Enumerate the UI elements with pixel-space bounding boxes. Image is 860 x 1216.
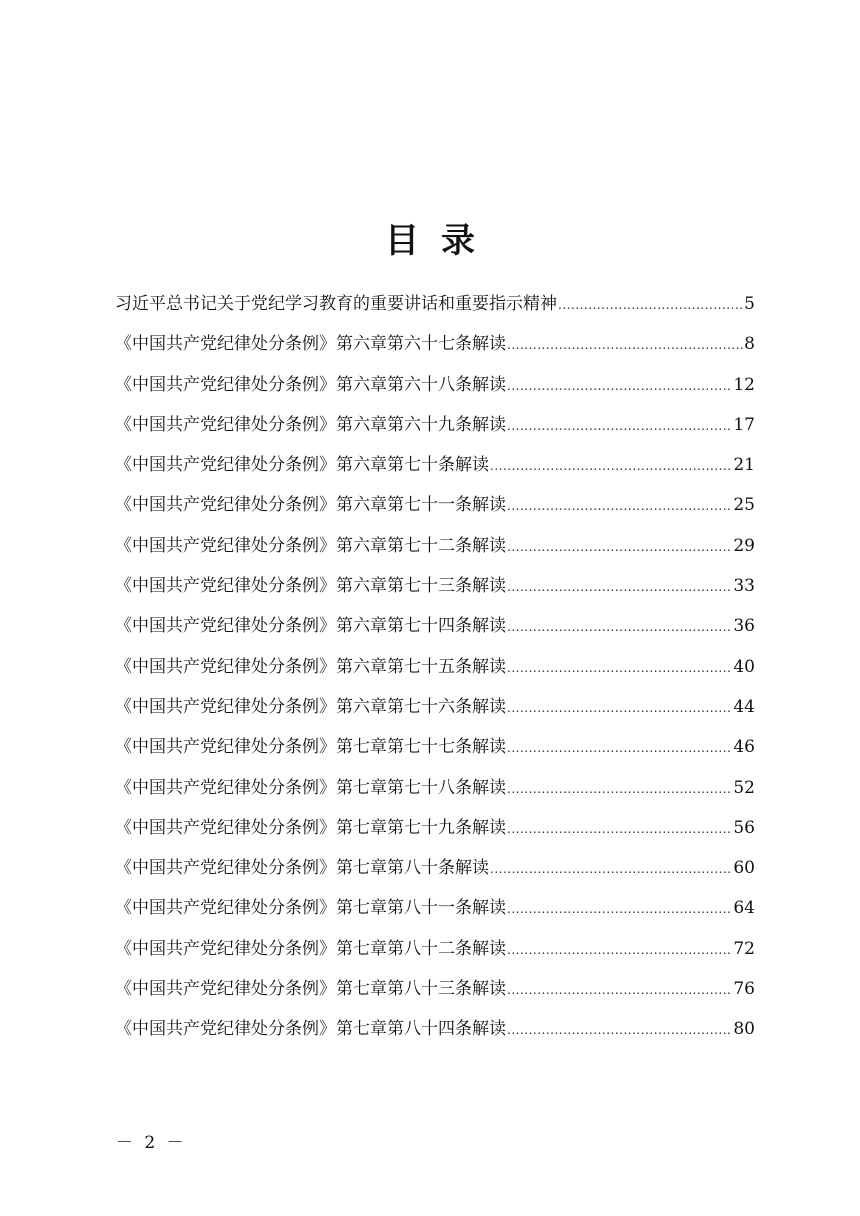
- dot-leader: [507, 930, 732, 970]
- toc-entry-title: 《中国共产党纪律处分条例》第六章第七十三条解读: [115, 576, 506, 597]
- toc-entry-title: 《中国共产党纪律处分条例》第七章第八十条解读: [115, 858, 489, 879]
- toc-entry[interactable]: [115, 485, 755, 525]
- toc-entry-page: 40: [733, 656, 755, 677]
- toc-entry-page: 5: [744, 294, 755, 314]
- toc-entry-title: 《中国共产党纪律处分条例》第六章第七十四条解读: [115, 616, 506, 637]
- toc-entry-title: 《中国共产党纪律处分条例》第七章第七十七条解读: [115, 737, 506, 758]
- dot-leader: [507, 728, 732, 768]
- dot-leader: [507, 970, 732, 1010]
- dot-leader: [507, 567, 732, 607]
- dot-leader: [507, 688, 732, 728]
- toc-entry[interactable]: [115, 1009, 755, 1049]
- toc-entry-title: 《中国共产党纪律处分条例》第六章第七十一条解读: [115, 495, 506, 516]
- toc-entry[interactable]: [115, 929, 755, 969]
- toc-entry-title: 《中国共产党纪律处分条例》第七章第八十一条解读: [115, 898, 506, 919]
- toc-entry-title: 习近平总书记关于党纪学习教育的重要讲话和重要指示精神: [115, 294, 557, 314]
- toc-entry-page: 36: [733, 616, 755, 637]
- dot-leader: [490, 849, 732, 889]
- toc-entry[interactable]: [115, 647, 755, 687]
- toc-entry-title: 《中国共产党纪律处分条例》第六章第六十七条解读: [115, 334, 506, 355]
- toc-entry-page: 25: [733, 495, 755, 516]
- toc-entry[interactable]: [115, 526, 755, 566]
- toc-entry-title: 《中国共产党纪律处分条例》第六章第七十六条解读: [115, 696, 506, 717]
- dot-leader: [507, 889, 732, 929]
- toc-entry[interactable]: [115, 405, 755, 445]
- toc-entry-page: 64: [733, 898, 755, 919]
- toc-entry-title: 《中国共产党纪律处分条例》第六章第六十九条解读: [115, 414, 506, 435]
- dot-leader: [507, 648, 732, 688]
- toc-entry-page: 52: [733, 777, 755, 798]
- toc-entry-page: 33: [733, 576, 755, 597]
- toc-entry[interactable]: [115, 606, 755, 646]
- toc-entry-page: 46: [733, 737, 755, 758]
- toc-entry-page: 44: [733, 696, 755, 717]
- toc-entry-title: 《中国共产党纪律处分条例》第七章第七十八条解读: [115, 777, 506, 798]
- toc-entry[interactable]: [115, 768, 755, 808]
- dot-leader: [507, 366, 732, 406]
- toc-entry-title: 《中国共产党纪律处分条例》第六章第七十条解读: [115, 455, 489, 476]
- dot-leader: [507, 1010, 732, 1050]
- dot-leader: [507, 325, 743, 365]
- toc-entry[interactable]: [115, 969, 755, 1009]
- toc-entry-title: 《中国共产党纪律处分条例》第七章第七十九条解读: [115, 817, 506, 838]
- toc-entry-title: 《中国共产党纪律处分条例》第七章第八十四条解读: [115, 1019, 506, 1040]
- toc-entry[interactable]: [115, 445, 755, 485]
- toc-entry-page: 12: [733, 374, 755, 395]
- toc-entry-page: 29: [733, 535, 755, 556]
- toc-entry-page: 56: [733, 817, 755, 838]
- toc-entry[interactable]: [115, 808, 755, 848]
- toc-entry-page: 80: [733, 1019, 755, 1040]
- table-of-contents: [115, 284, 755, 1050]
- toc-entry-title: 《中国共产党纪律处分条例》第六章第六十八条解读: [115, 374, 506, 395]
- toc-entry-title: 《中国共产党纪律处分条例》第六章第七十五条解读: [115, 656, 506, 677]
- toc-entry[interactable]: [115, 727, 755, 767]
- toc-entry-page: 8: [744, 334, 755, 355]
- toc-entry[interactable]: [115, 365, 755, 405]
- toc-entry[interactable]: [115, 848, 755, 888]
- dot-leader: [490, 446, 732, 486]
- toc-entry-title: 《中国共产党纪律处分条例》第六章第七十二条解读: [115, 535, 506, 556]
- toc-entry[interactable]: [115, 687, 755, 727]
- toc-entry-title: 《中国共产党纪律处分条例》第七章第八十三条解读: [115, 979, 506, 1000]
- dot-leader: [507, 607, 732, 647]
- dot-leader: [507, 809, 732, 849]
- toc-title: 目录: [385, 220, 497, 261]
- toc-entry[interactable]: [115, 888, 755, 928]
- toc-entry-page: 76: [733, 979, 755, 1000]
- dot-leader: [507, 406, 732, 446]
- toc-entry-page: 72: [733, 938, 755, 959]
- toc-entry[interactable]: [115, 566, 755, 606]
- toc-entry[interactable]: [115, 284, 755, 324]
- toc-entry-page: 21: [733, 455, 755, 476]
- page-number: － 2 －: [116, 1133, 187, 1153]
- toc-entry[interactable]: [115, 324, 755, 364]
- dot-leader: [507, 769, 732, 809]
- dot-leader: [507, 486, 732, 526]
- toc-entry-title: 《中国共产党纪律处分条例》第七章第八十二条解读: [115, 938, 506, 959]
- toc-entry-page: 60: [733, 858, 755, 879]
- dot-leader: [507, 527, 732, 567]
- toc-entry-page: 17: [733, 414, 755, 435]
- dot-leader: [558, 285, 743, 325]
